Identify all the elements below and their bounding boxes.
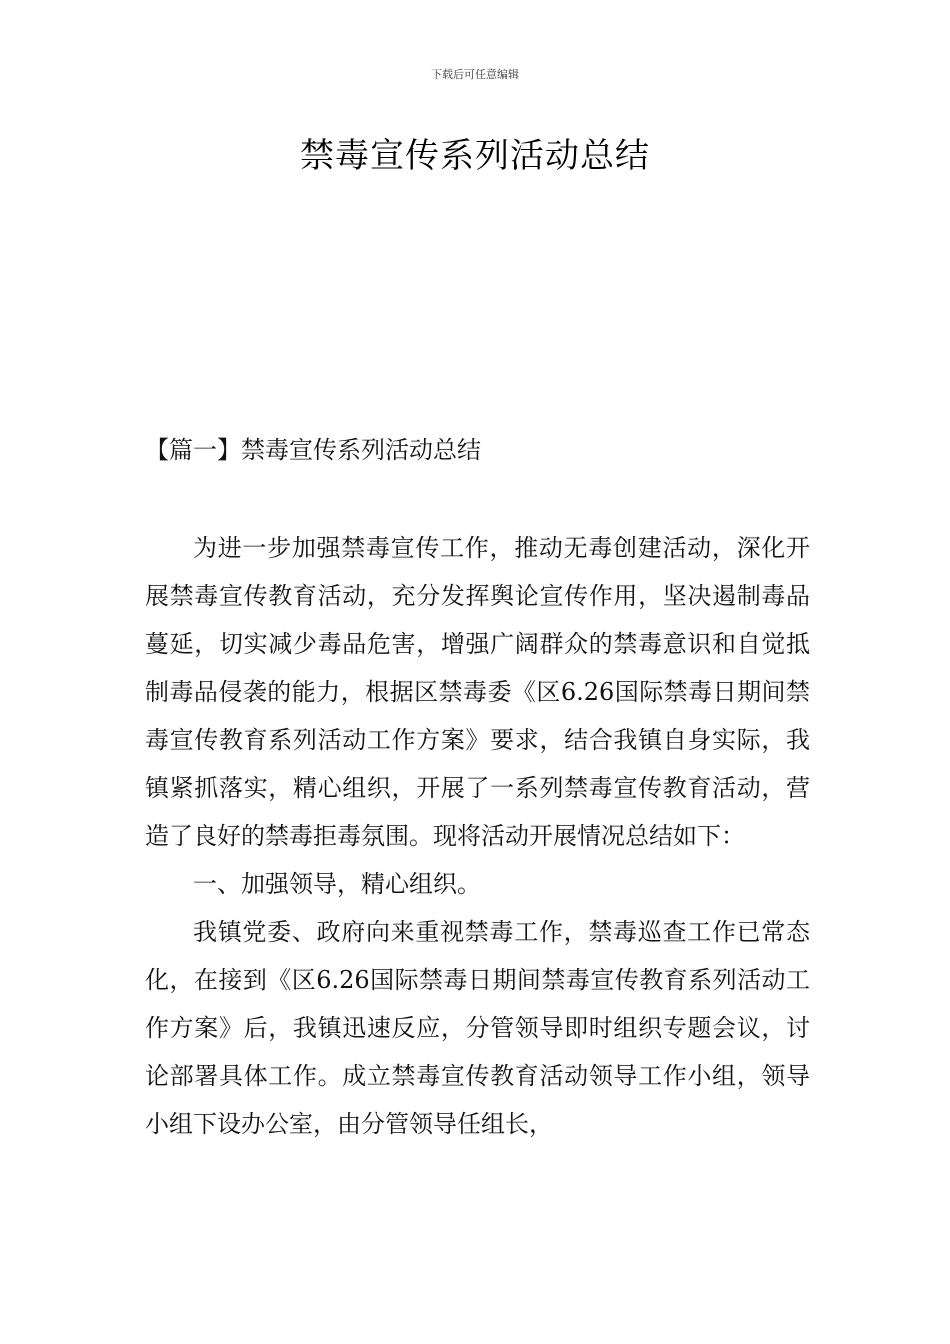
header-note: 下载后可任意编辑 <box>431 68 519 81</box>
section-heading: 【篇一】禁毒宣传系列活动总结 <box>145 436 481 464</box>
paragraph-leadership: 我镇党委、政府向来重视禁毒工作，禁毒巡查工作已常态化，在接到《区6.26国际禁毒日期间禁毒宣传教育系列活动工作方案》后，我镇迅速反应，分管领导即时组织专题会议，讨论部署具体工作。成立禁毒宣传教育活动领导工作小组，领导小组下设办公室，由分管领导任组长， <box>145 918 810 1138</box>
paragraph-subheading: 一、加强领导，精心组织。 <box>193 870 481 898</box>
document-body <box>145 524 810 1148</box>
paragraph-intro: 为进一步加强禁毒宣传工作，推动无毒创建活动，深化开展禁毒宣传教育活动，充分发挥舆论宣传作用，坚决遏制毒品蔓延，切实减少毒品危害，增强广阔群众的禁毒意识和自觉抵制毒品侵袭的能力，根据区禁毒委《区6.26国际禁毒日期间禁毒宣传教育系列活动工作方案》要求，结合我镇自身实际，我镇紧抓落实，精心组织，开展了一系列禁毒宣传教育活动，营造了良好的禁毒拒毒氛围。现将活动开展情况总结如下： <box>145 534 810 850</box>
document-title: 禁毒宣传系列活动总结 <box>300 136 650 176</box>
